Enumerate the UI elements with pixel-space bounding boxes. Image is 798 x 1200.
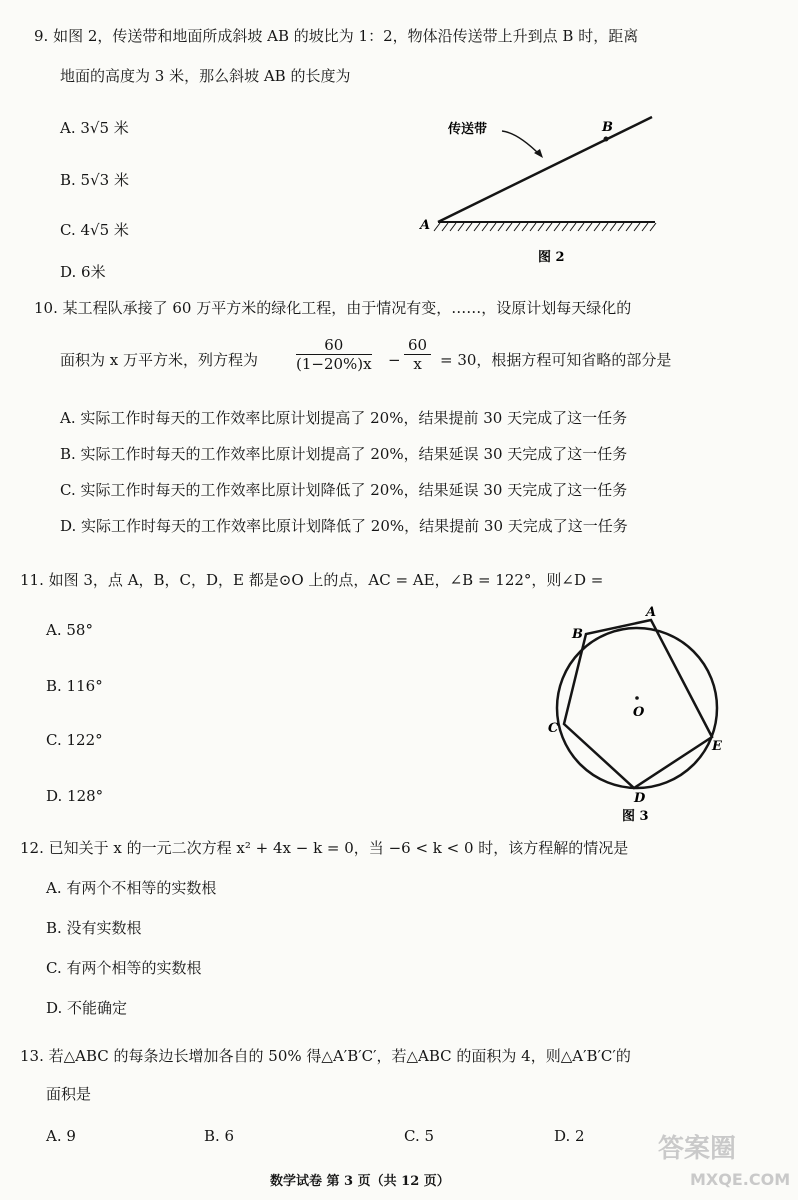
q11-figure-circle: [540, 598, 740, 826]
q10-stem-line1: 10. 某工程队承接了 60 万平方米的绿化工程，由于情况有变，……，设原计划每天绿化的: [34, 299, 632, 317]
q9-option-a: A. 3√5 米: [60, 119, 129, 137]
q11-stem: 11. 如图 3，点 A，B，C，D，E 都是⊙O 上的点，AC = AE，∠B = 122°，则∠D =: [20, 571, 604, 589]
watermark-url: MXQE.COM: [690, 1170, 791, 1189]
q10-equals: = 30，根据方程可知省略的部分是: [440, 351, 672, 369]
q10-option-c: C. 实际工作时每天的工作效率比原计划降低了 20%，结果延误 30 天完成了这一任务: [60, 481, 628, 499]
fig3-caption: 图 3: [622, 809, 649, 824]
q12-option-a: A. 有两个不相等的实数根: [46, 879, 217, 897]
q10-fraction-2: [404, 336, 431, 373]
point-a-label: A: [420, 218, 431, 233]
q9-option-b: B. 5√3 米: [60, 171, 129, 189]
fig3-label-c: C: [548, 721, 559, 736]
q10-minus: −: [388, 351, 401, 369]
q11-option-a: A. 58°: [46, 621, 93, 639]
q11-option-d: D. 128°: [46, 787, 104, 805]
q12-option-b: B. 没有实数根: [46, 919, 142, 937]
fig3-label-a: A: [646, 605, 657, 620]
q13-option-c: C. 5: [404, 1127, 435, 1145]
page-footer: 数学试卷 第 3 页（共 12 页）: [270, 1174, 450, 1189]
q12-stem: 12. 已知关于 x 的一元二次方程 x² + 4x − k = 0，当 −6 < k < 0 时，该方程解的情况是: [20, 839, 629, 857]
q10-fraction-2-num: 60: [404, 336, 431, 355]
q13-option-d: D. 2: [554, 1127, 585, 1145]
q12-option-d: D. 不能确定: [46, 999, 128, 1017]
q9-option-d: D. 6米: [60, 263, 106, 281]
q13-stem-line1: 13. 若△ABC 的每条边长增加各自的 50% 得△A′B′C′，若△ABC 的面积为 4，则△A′B′C′的: [20, 1047, 631, 1065]
fig3-label-o: O: [633, 705, 645, 720]
q12-option-c: C. 有两个相等的实数根: [46, 959, 202, 977]
q10-option-d: D. 实际工作时每天的工作效率比原计划降低了 20%，结果提前 30 天完成了这一任务: [60, 517, 628, 535]
q9-figure-conveyor: [410, 105, 670, 275]
point-b-label: B: [602, 120, 613, 135]
q10-fraction-1-num: 60: [296, 336, 372, 355]
fig2-caption: 图 2: [538, 250, 565, 265]
belt-label: 传送带: [448, 122, 488, 137]
q13-stem-line2: 面积是: [46, 1085, 92, 1103]
q11-option-b: B. 116°: [46, 677, 103, 695]
fig3-label-e: E: [712, 739, 722, 754]
fig3-label-d: D: [634, 791, 646, 806]
q13-option-a: A. 9: [46, 1127, 76, 1145]
watermark-logo: 答案圈: [658, 1134, 737, 1164]
q10-option-a: A. 实际工作时每天的工作效率比原计划提高了 20%，结果提前 30 天完成了这一任务: [60, 409, 628, 427]
q10-fraction-2-den: x: [413, 355, 422, 373]
fig3-label-b: B: [572, 627, 583, 642]
q13-option-b: B. 6: [204, 1127, 235, 1145]
q10-option-b: B. 实际工作时每天的工作效率比原计划提高了 20%，结果延误 30 天完成了这一任务: [60, 445, 628, 463]
q9-option-c: C. 4√5 米: [60, 221, 129, 239]
q10-fraction-1-den: (1−20%)x: [296, 355, 372, 373]
q11-option-c: C. 122°: [46, 731, 103, 749]
q10-fraction-1: [296, 336, 372, 373]
q9-stem-line1: 9. 如图 2，传送带和地面所成斜坡 AB 的坡比为 1：2，物体沿传送带上升到点 B 时，距离: [34, 27, 639, 45]
q9-stem-line2: 地面的高度为 3 米，那么斜坡 AB 的长度为: [60, 67, 351, 85]
q10-stem-line2: 面积为 x 万平方米，列方程为: [60, 351, 258, 369]
